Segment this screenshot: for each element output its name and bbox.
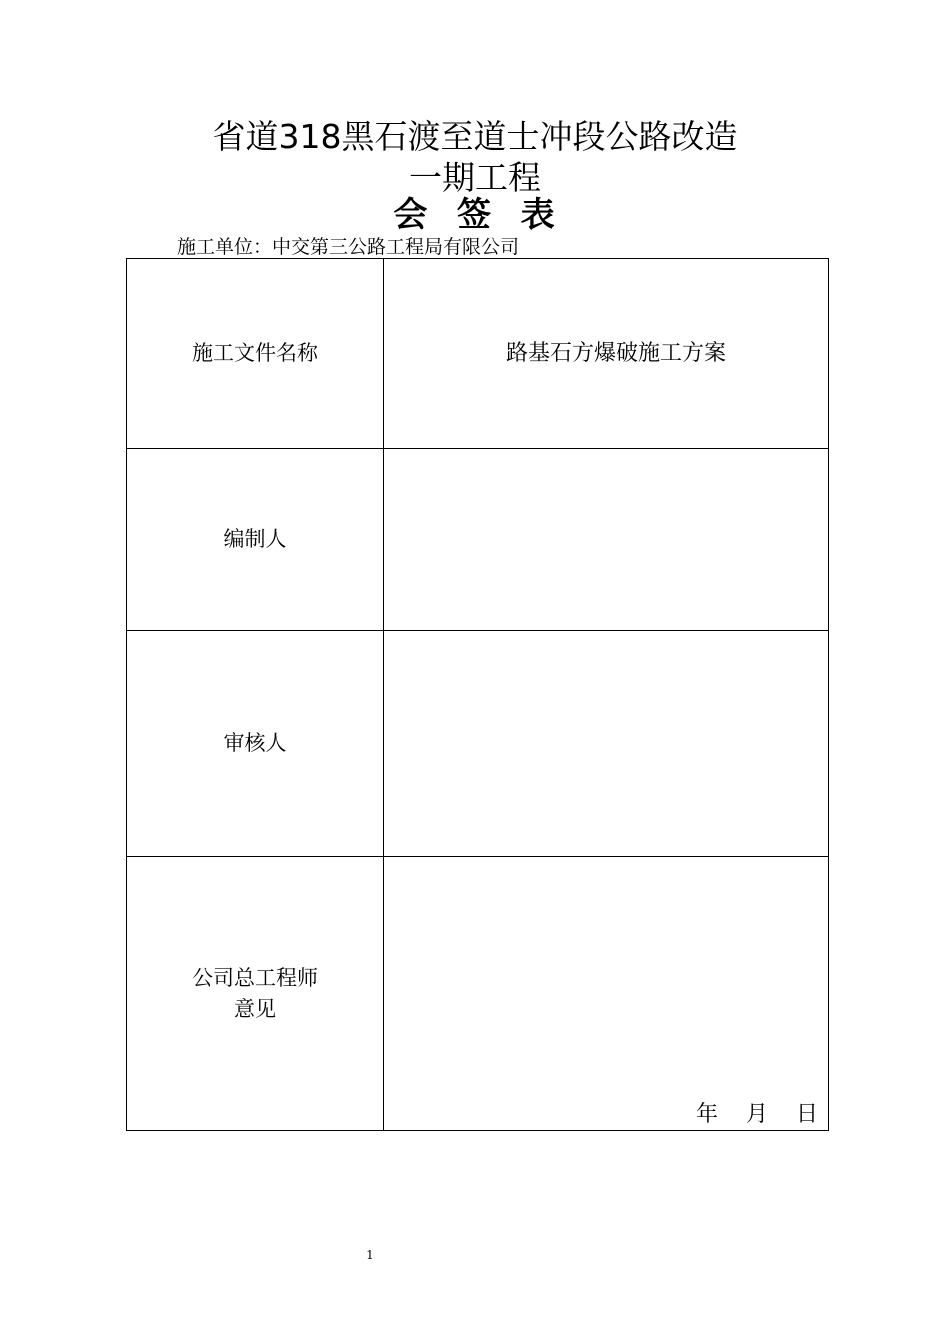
table-row-document-name xyxy=(127,259,829,449)
document-title-line-3: 会 签 表 xyxy=(393,195,557,235)
table-row-compiler xyxy=(127,449,829,631)
document-title-line-2: 一期工程 xyxy=(409,158,541,197)
chief-engineer-label-line-1: 公司总工程师 xyxy=(192,965,318,990)
date-line: 年 月 日 xyxy=(696,1102,818,1127)
page-number: 1 xyxy=(366,1248,374,1262)
document-name-label xyxy=(127,259,384,449)
chief-engineer-opinion-label xyxy=(127,857,384,1131)
sign-off-table xyxy=(126,258,829,1131)
chief-engineer-label-block xyxy=(192,963,318,1025)
table-row-chief-engineer xyxy=(127,857,829,1131)
compiler-label-text: 编制人 xyxy=(223,527,287,551)
compiler-label xyxy=(127,449,384,631)
reviewer-signature-cell[interactable] xyxy=(384,631,829,857)
reviewer-label xyxy=(127,631,384,857)
reviewer-label-text: 审核人 xyxy=(223,731,287,755)
document-name-value-cell xyxy=(384,259,829,449)
construction-unit-line: 施工单位：中交第三公路工程局有限公司 xyxy=(177,236,520,258)
table-row-reviewer xyxy=(127,631,829,857)
document-title-line-1: 省道318黑石渡至道士冲段公路改造 xyxy=(212,117,738,156)
chief-engineer-opinion-cell[interactable] xyxy=(384,857,829,1131)
document-name-value: 路基石方爆破施工方案 xyxy=(505,341,726,366)
document-name-label-text: 施工文件名称 xyxy=(192,341,318,365)
compiler-signature-cell[interactable] xyxy=(384,449,829,631)
chief-engineer-label-line-2: 意见 xyxy=(234,996,276,1021)
